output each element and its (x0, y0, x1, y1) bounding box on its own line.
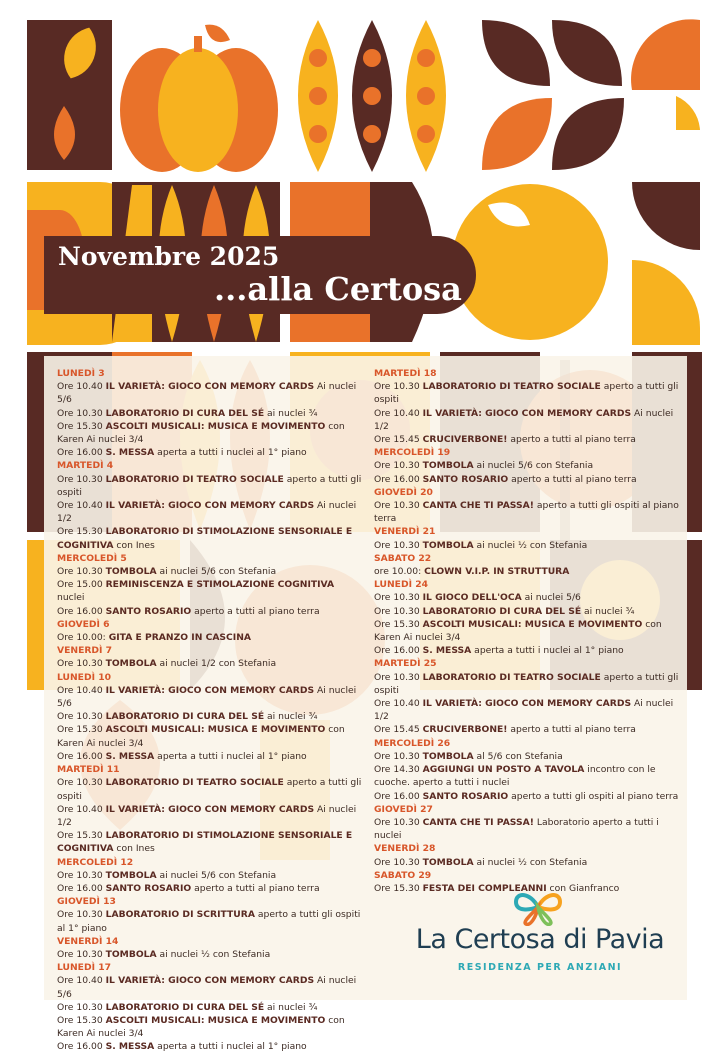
day-heading: VENERDÌ 28 (374, 843, 436, 855)
event-time: Ore 10.30 (374, 500, 423, 512)
event-item (374, 473, 684, 486)
day-heading: MARTEDÌ 4 (57, 460, 114, 472)
event-title: LABORATORIO DI STIMOLAZIONE SENSORIALE E COGNITIVA (57, 526, 353, 551)
event-item (374, 697, 684, 723)
event-item (374, 816, 684, 842)
event-item (374, 856, 684, 869)
event-item (57, 803, 362, 829)
event-title: AGGIUNGI UN POSTO A TAVOLA (422, 764, 585, 776)
event-item (374, 433, 684, 446)
logo-subtitle: RESIDENZA PER ANZIANI (457, 962, 623, 973)
event-details: aperto a tutti gli ospiti (57, 777, 362, 802)
event-item (57, 974, 362, 1000)
event-item (57, 380, 362, 406)
day-heading: GIOVEDÌ 13 (57, 896, 116, 908)
event-title: LABORATORIO DI TEATRO SOCIALE (422, 671, 601, 683)
event-title: ASCOLTI MUSICALI: MUSICA E MOVIMENTO (105, 724, 326, 736)
event-time: Ore 10.40 (374, 698, 423, 710)
event-details: aperto a tutti al piano terra (507, 434, 636, 446)
event-details: ai nuclei ¾ (581, 605, 635, 617)
schedule-column-left (57, 367, 362, 1054)
event-title: SANTO ROSARIO (105, 605, 192, 617)
event-item (57, 908, 362, 934)
event-time: Ore 10.30 (57, 407, 106, 419)
title-banner (44, 236, 476, 314)
day-heading: LUNEDÌ 3 (57, 368, 105, 379)
event-details: nuclei (57, 592, 85, 604)
event-time: Ore 10.30 (374, 539, 423, 551)
event-item (57, 473, 362, 499)
event-item (57, 750, 362, 763)
event-title: TOMBOLA (422, 460, 474, 472)
logo-name: La Certosa di Pavia (415, 924, 665, 955)
event-details: aperto a tutti al piano terra (508, 473, 637, 485)
event-time: Ore 10.40 (57, 684, 106, 696)
event-time: Ore 10.40 (57, 803, 106, 815)
event-details: Ai nuclei 1/2 (374, 698, 674, 723)
day-heading: GIOVEDÌ 20 (374, 486, 433, 498)
event-title: S. MESSA (422, 645, 472, 657)
event-item (374, 750, 684, 763)
event-details: Ai nuclei 5/6 (57, 684, 357, 710)
event-details: ai nuclei ¾ (264, 407, 318, 419)
day-heading: MARTEDÌ 25 (374, 658, 437, 670)
event-time: Ore 15.30 (57, 420, 106, 432)
day-heading: MERCOLEDÌ 19 (374, 447, 451, 459)
event-details: aperta a tutti i nuclei al 1° piano (154, 750, 307, 762)
event-time: Ore 16.00 (57, 882, 106, 894)
event-time: Ore 10.30 (57, 566, 106, 578)
event-item (374, 723, 684, 736)
brand-logo (412, 888, 668, 980)
event-title: IL VARIETÀ: GIOCO CON MEMORY CARDS (422, 698, 632, 710)
event-item (57, 684, 362, 710)
event-title: CANTA CHE TI PASSA! (422, 816, 534, 828)
event-title: LABORATORIO DI SCRITTURA (105, 909, 255, 921)
event-item (374, 618, 684, 644)
event-item (57, 776, 362, 802)
banner-title-month: Novembre 2025 (58, 242, 280, 271)
event-time: Ore 16.00 (374, 790, 423, 802)
event-details: Laboratorio aperto a tutti i nuclei (374, 816, 659, 842)
day-heading: GIOVEDÌ 6 (57, 618, 110, 630)
event-time: Ore 10.30 (374, 671, 423, 683)
event-title: TOMBOLA (105, 948, 157, 960)
event-details: Ai nuclei 5/6 (57, 975, 357, 1000)
day-heading: MERCOLEDÌ 12 (57, 856, 134, 868)
event-item (374, 380, 684, 406)
event-details: ai nuclei ½ con Stefania (156, 948, 271, 960)
event-details: con Karen Ai nuclei 3/4 (374, 618, 662, 644)
event-time: Ore 10.30 (374, 856, 423, 868)
event-item (374, 565, 684, 578)
day-heading: LUNEDÌ 24 (374, 579, 428, 591)
event-time: Ore 10.40 (57, 500, 106, 512)
event-time: Ore 10.30 (57, 948, 106, 960)
event-title: LABORATORIO DI TEATRO SOCIALE (105, 473, 284, 485)
event-details: aperta a tutti i nuclei al 1° piano (154, 1041, 307, 1053)
event-title: FESTA DEI COMPLEANNI (422, 882, 547, 894)
event-details: con Karen Ai nuclei 3/4 (57, 724, 345, 749)
event-title: CLOWN V.I.P. IN STRUTTURA (424, 566, 570, 578)
event-title: CRUCIVERBONE! (422, 724, 508, 736)
event-title: IL VARIETÀ: GIOCO CON MEMORY CARDS (105, 381, 315, 393)
event-details: aperto a tutti gli ospiti (57, 473, 362, 498)
event-title: TOMBOLA (105, 869, 157, 881)
event-title: LABORATORIO DI STIMOLAZIONE SENSORIALE E COGNITIVA (57, 830, 353, 855)
event-time: Ore 10.30 (57, 909, 106, 921)
day-heading: GIOVEDÌ 27 (374, 803, 433, 815)
event-item (374, 790, 684, 803)
event-details: Ai nuclei 5/6 (57, 381, 357, 406)
event-details: aperto a tutti al piano terra (191, 882, 320, 894)
day-heading: MERCOLEDÌ 26 (374, 737, 451, 749)
event-title: LABORATORIO DI CURA DEL SÉ (422, 605, 582, 617)
event-time: Ore 10.30 (57, 869, 106, 881)
event-item (57, 578, 362, 604)
event-item (57, 446, 362, 459)
event-details: con Karen Ai nuclei 3/4 (57, 420, 345, 446)
event-time: Ore 16.00 (374, 645, 423, 657)
schedule-column-right (374, 367, 684, 895)
event-time: Ore 15.30 (57, 830, 106, 842)
event-time: Ore 16.00 (374, 473, 423, 485)
event-item (374, 763, 684, 789)
event-details: aperta a tutti i nuclei al 1° piano (154, 447, 307, 459)
event-time: Ore 15.30 (57, 724, 106, 736)
event-time: Ore 10.40 (57, 381, 106, 393)
event-title: IL VARIETÀ: GIOCO CON MEMORY CARDS (105, 500, 315, 512)
event-title: SANTO ROSARIO (422, 790, 509, 802)
event-details: aperto a tutti gli ospiti (374, 381, 679, 406)
day-heading: LUNEDÌ 17 (57, 962, 111, 974)
event-title: SANTO ROSARIO (105, 882, 192, 894)
event-details: ai nuclei ½ con Stefania (473, 856, 588, 868)
event-item (374, 644, 684, 657)
event-details: ai nuclei 5/6 con Stefania (473, 460, 594, 472)
event-details: aperto a tutti gli ospiti al piano terra (374, 500, 679, 525)
event-details: aperto a tutti gli ospiti al piano terra (508, 790, 679, 802)
event-details: incontro con le cuoche. aperto a tutti i nuclei (374, 764, 656, 789)
event-time: Ore 15.30 (57, 1014, 106, 1026)
event-title: TOMBOLA (422, 750, 474, 762)
event-title: ASCOLTI MUSICALI: MUSICA E MOVIMENTO (105, 420, 326, 432)
event-time: Ore 10.30 (374, 750, 423, 762)
event-item (57, 499, 362, 525)
event-time: Ore 10.30 (374, 605, 423, 617)
event-time: Ore 10.00: (57, 632, 109, 644)
event-item (57, 1040, 362, 1053)
event-time: ore 10.00: (374, 566, 425, 578)
event-time: Ore 15.00 (57, 579, 106, 591)
event-title: TOMBOLA (105, 566, 157, 578)
event-title: SANTO ROSARIO (422, 473, 509, 485)
event-item (374, 499, 684, 525)
event-title: ASCOLTI MUSICALI: MUSICA E MOVIMENTO (105, 1014, 326, 1026)
event-item (57, 605, 362, 618)
event-title: LABORATORIO DI TEATRO SOCIALE (422, 381, 601, 393)
day-heading: SABATO 22 (374, 552, 432, 564)
event-details: aperto a tutti al piano terra (507, 724, 636, 736)
event-item (57, 948, 362, 961)
event-title: CRUCIVERBONE! (422, 434, 508, 446)
event-time: Ore 14.30 (374, 764, 423, 776)
event-title: IL GIOCO DELL'OCA (422, 592, 522, 604)
event-item (374, 539, 684, 552)
event-item (374, 459, 684, 472)
event-item (57, 1014, 362, 1040)
event-details: aperto a tutti gli ospiti al 1° piano (57, 909, 361, 934)
event-details: aperto a tutti gli ospiti (374, 671, 679, 696)
event-details: ai nuclei 1/2 con Stefania (156, 658, 277, 670)
event-details: al 5/6 con Stefania (473, 750, 563, 762)
event-title: LABORATORIO DI TEATRO SOCIALE (105, 777, 284, 789)
event-time: Ore 10.30 (57, 658, 106, 670)
event-title: S. MESSA (105, 1041, 155, 1053)
event-time: Ore 10.30 (374, 460, 423, 472)
event-details: Ai nuclei 1/2 (374, 407, 674, 432)
day-heading: VENERDÌ 7 (57, 645, 113, 657)
day-heading: MARTEDÌ 11 (57, 764, 120, 776)
event-time: Ore 15.45 (374, 434, 423, 446)
event-title: LABORATORIO DI CURA DEL SÉ (105, 711, 265, 723)
event-details: ai nuclei 5/6 (521, 592, 581, 604)
day-heading: LUNEDÌ 10 (57, 671, 111, 683)
event-time: Ore 10.40 (57, 975, 106, 987)
event-title: GITA E PRANZO IN CASCINA (108, 632, 252, 644)
event-item (57, 882, 362, 895)
day-heading: SABATO 29 (374, 869, 432, 881)
event-title: IL VARIETÀ: GIOCO CON MEMORY CARDS (105, 975, 315, 987)
event-time: Ore 10.30 (374, 816, 423, 828)
event-details: ai nuclei 5/6 con Stefania (156, 566, 277, 578)
event-title: S. MESSA (105, 447, 155, 459)
event-time: Ore 15.30 (57, 526, 106, 538)
event-title: TOMBOLA (105, 658, 157, 670)
event-title: LABORATORIO DI CURA DEL SÉ (105, 1001, 265, 1013)
event-details: con Ines (113, 539, 155, 551)
event-time: Ore 10.30 (57, 473, 106, 485)
day-heading: MARTEDÌ 18 (374, 368, 437, 379)
event-time: Ore 10.30 (57, 777, 106, 789)
event-item (57, 407, 362, 420)
butterfly-logo-icon (512, 888, 564, 926)
day-heading: VENERDÌ 21 (374, 526, 436, 538)
event-time: Ore 10.30 (57, 711, 106, 723)
event-details: ai nuclei ½ con Stefania (473, 539, 588, 551)
event-item (57, 565, 362, 578)
event-time: Ore 16.00 (57, 750, 106, 762)
event-item (57, 710, 362, 723)
event-item (57, 657, 362, 670)
event-item (57, 1001, 362, 1014)
event-title: REMINISCENZA E STIMOLAZIONE COGNITIVA (105, 579, 335, 591)
event-details: aperta a tutti i nuclei al 1° piano (471, 645, 624, 657)
event-time: Ore 10.30 (57, 1001, 106, 1013)
event-item (374, 671, 684, 697)
event-time: Ore 10.30 (374, 592, 423, 604)
event-details: con Ines (113, 843, 155, 855)
event-title: LABORATORIO DI CURA DEL SÉ (105, 407, 265, 419)
event-title: IL VARIETÀ: GIOCO CON MEMORY CARDS (105, 803, 315, 815)
event-time: Ore 16.00 (57, 1041, 106, 1053)
event-title: IL VARIETÀ: GIOCO CON MEMORY CARDS (422, 407, 632, 419)
event-item (374, 605, 684, 618)
event-item (374, 591, 684, 604)
event-item (57, 420, 362, 446)
event-title: TOMBOLA (422, 856, 474, 868)
event-item (57, 723, 362, 749)
event-details: aperto a tutti al piano terra (191, 605, 320, 617)
event-title: IL VARIETÀ: GIOCO CON MEMORY CARDS (105, 684, 315, 696)
banner-title-place: ...alla Certosa (214, 270, 462, 308)
event-time: Ore 15.30 (374, 618, 423, 630)
event-title: TOMBOLA (422, 539, 474, 551)
event-details: con Gianfranco (546, 882, 620, 894)
event-details: Ai nuclei 1/2 (57, 803, 357, 828)
event-details: ai nuclei 5/6 con Stefania (156, 869, 277, 881)
event-time: Ore 10.30 (374, 381, 423, 393)
event-item (57, 869, 362, 882)
event-item (374, 407, 684, 433)
event-item (57, 829, 362, 855)
event-time: Ore 16.00 (57, 605, 106, 617)
event-time: Ore 16.00 (57, 447, 106, 459)
event-details: ai nuclei ¾ (264, 1001, 318, 1013)
event-time: Ore 15.45 (374, 724, 423, 736)
event-details: Ai nuclei 1/2 (57, 500, 357, 525)
event-item (57, 525, 362, 551)
day-heading: VENERDÌ 14 (57, 935, 119, 947)
event-time: Ore 10.40 (374, 407, 423, 419)
event-title: ASCOLTI MUSICALI: MUSICA E MOVIMENTO (422, 618, 643, 630)
event-title: CANTA CHE TI PASSA! (422, 500, 534, 512)
event-time: Ore 15.30 (374, 882, 423, 894)
day-heading: MERCOLEDÌ 5 (57, 552, 127, 564)
event-details: con Karen Ai nuclei 3/4 (57, 1014, 345, 1040)
event-item (57, 631, 362, 644)
event-title: S. MESSA (105, 750, 155, 762)
event-details: ai nuclei ¾ (264, 711, 318, 723)
